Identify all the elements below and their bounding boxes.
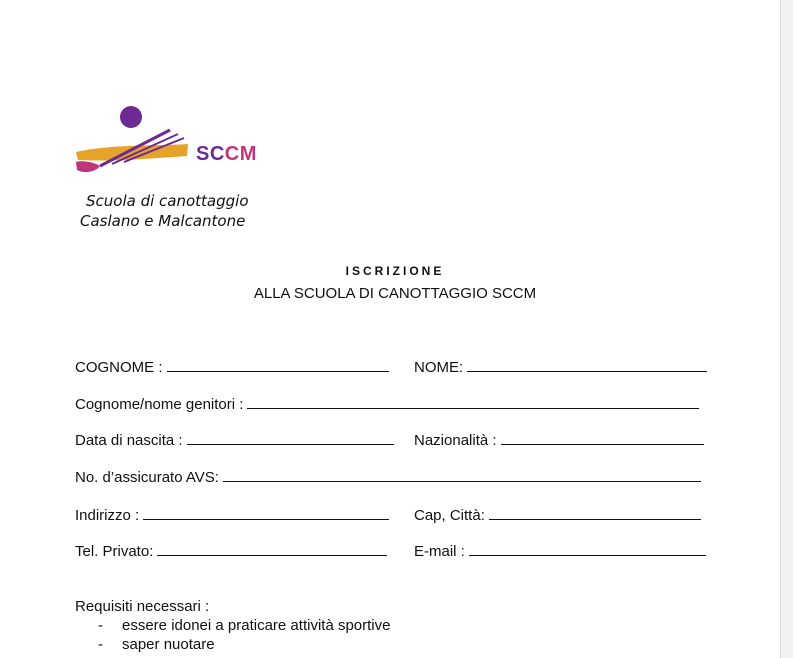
bullet-dash: -: [98, 617, 103, 634]
genitori-line[interactable]: [247, 407, 699, 409]
avs-field[interactable]: [75, 469, 701, 486]
indirizzo-label: Indirizzo :: [75, 507, 140, 524]
nome-line[interactable]: [467, 370, 707, 372]
tel-field[interactable]: [75, 543, 387, 560]
email-line[interactable]: [469, 554, 706, 556]
logo-magenta-stroke: [76, 161, 100, 172]
requirements-title: Requisiti necessari :: [75, 598, 210, 615]
avs-line[interactable]: [223, 480, 701, 482]
cap-field[interactable]: [414, 507, 701, 524]
nazionalita-line[interactable]: [501, 443, 704, 445]
nascita-line[interactable]: [187, 443, 394, 445]
school-name-line2: Caslano e Malcantone: [80, 212, 246, 230]
email-field[interactable]: [414, 543, 706, 560]
requirement-text: saper nuotare: [122, 636, 215, 653]
sccm-logo-text: SCCM: [196, 143, 257, 165]
genitori-field[interactable]: [75, 396, 699, 413]
form-title: ISCRIZIONE: [345, 264, 445, 278]
tel-label: Tel. Privato:: [75, 543, 154, 560]
viewer-scrollbar[interactable]: [780, 0, 793, 658]
tel-line[interactable]: [157, 554, 387, 556]
cap-line[interactable]: [489, 518, 701, 520]
nome-field[interactable]: [414, 359, 707, 376]
genitori-label: Cognome/nome genitori :: [75, 396, 244, 413]
nazionalita-label: Nazionalità :: [414, 432, 497, 449]
indirizzo-field[interactable]: [75, 507, 389, 524]
email-label: E-mail :: [414, 543, 465, 560]
nascita-label: Data di nascita :: [75, 432, 183, 449]
cap-label: Cap, Città:: [414, 507, 485, 524]
sccm-logo-graphic: [70, 100, 270, 180]
nazionalita-field[interactable]: [414, 432, 704, 449]
avs-label: No. d’assicurato AVS:: [75, 469, 219, 486]
nome-label: NOME:: [414, 359, 464, 376]
cognome-label: COGNOME :: [75, 359, 163, 376]
requirement-text: essere idonei a praticare attività sportive: [122, 617, 391, 634]
cognome-field[interactable]: [75, 359, 389, 376]
nascita-field[interactable]: [75, 432, 394, 449]
form-subtitle: ALLA SCUOLA DI CANOTTAGGIO SCCM: [253, 285, 537, 302]
indirizzo-line[interactable]: [143, 518, 389, 520]
cognome-line[interactable]: [167, 370, 389, 372]
logo-head: [120, 106, 142, 128]
school-name-line1: Scuola di canottaggio: [86, 192, 249, 210]
bullet-dash: -: [98, 636, 103, 653]
